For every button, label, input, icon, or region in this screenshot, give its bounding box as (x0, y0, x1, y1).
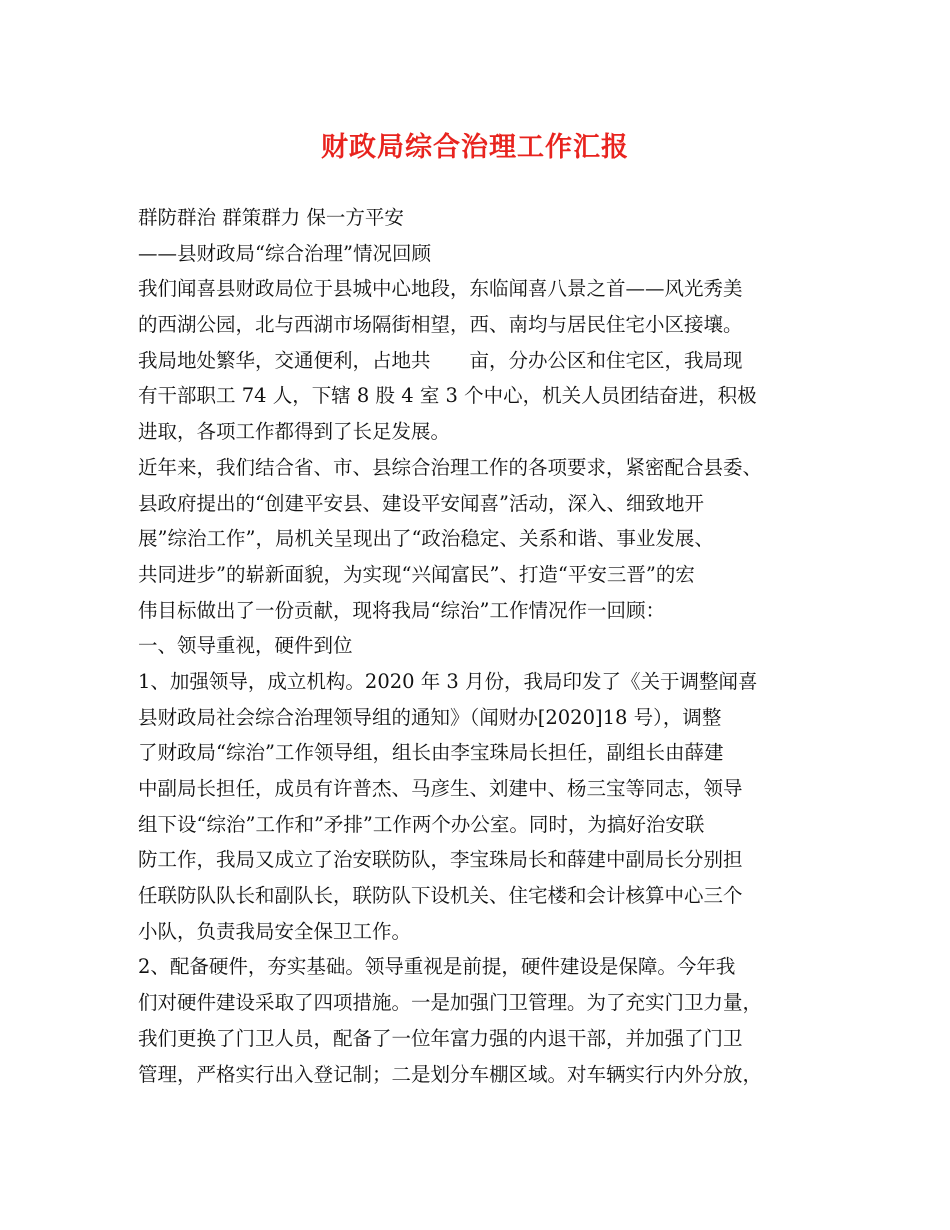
text-line: 有干部职工 74 人，下辖 8 股 4 室 3 个中心，机关人员团结奋进，积极 (138, 384, 757, 408)
document-body (138, 200, 828, 1092)
text-line: 中副局长担任，成员有许普杰、马彦生、刘建中、杨三宝等同志，领导 (138, 777, 743, 800)
text-line: 近年来，我们结合省、市、县综合治理工作的各项要求，紧密配合县委、 (138, 455, 763, 479)
text-line: 防工作，我局又成立了治安联防队，李宝珠局长和薛建中副局长分别担 (138, 848, 743, 872)
text-line: 县财政局社会综合治理领导组的通知》（闻财办[2020]18 号），调整 (138, 705, 722, 729)
text-line: 小队，负责我局安全保卫工作。 (138, 919, 412, 943)
text-line: 我们闻喜县财政局位于县城中心地段，东临闻喜八景之首——风光秀美 (138, 277, 743, 301)
text-line: 伟目标做出了一份贡献，现将我局“综治”工作情况作一回顾： (138, 598, 665, 622)
text-line: 我局地处繁华，交通便利，占地共 亩，分办公区和住宅区，我局现 (138, 348, 743, 372)
text-line: 1、加强领导，成立机构。2020 年 3 月份，我局印发了《关于调整闻喜 (138, 669, 758, 693)
text-line: 任联防队队长和副队长，联防队下设机关、住宅楼和会计核算中心三个 (138, 884, 743, 908)
text-line: 管理，严格实行出入登记制；二是划分车棚区域。对车辆实行内外分放， (138, 1062, 763, 1086)
text-line: ——县财政局“综合治理”情况回顾 (138, 241, 431, 265)
document-title: 财政局综合治理工作汇报 (321, 132, 629, 163)
text-line: 展”综治工作”，局机关呈现出了“政治稳定、关系和谐、事业发展、 (138, 527, 714, 551)
text-line: 2、配备硬件，夯实基础。领导重视是前提，硬件建设是保障。今年我 (138, 955, 736, 979)
text-line: 的西湖公园，北与西湖市场隔街相望，西、南均与居民住宅小区接壤。 (138, 313, 743, 337)
section-heading: 一、领导重视，硬件到位 (138, 634, 353, 658)
text-line: 进取，各项工作都得到了长足发展。 (138, 420, 451, 444)
text-line: 了财政局“综治”工作领导组，组长由李宝珠局长担任，副组长由薛建 (138, 741, 724, 765)
text-line: 组下设“综治”工作和”矛排”工作两个办公室。同时，为搞好治安联 (138, 812, 705, 836)
text-line: 群防群治 群策群力 保一方平安 (138, 206, 404, 229)
text-line: 们对硬件建设采取了四项措施。一是加强门卫管理。为了充实门卫力量， (138, 991, 763, 1015)
text-line: 我们更换了门卫人员，配备了一位年富力强的内退干部，并加强了门卫 (138, 1026, 743, 1050)
text-line: 县政府提出的“创建平安县、建设平安闻喜”活动，深入、细致地开 (138, 491, 704, 515)
text-line: 共同进步”的崭新面貌，为实现“兴闻富民”、打造“平安三晋”的宏 (138, 562, 695, 586)
